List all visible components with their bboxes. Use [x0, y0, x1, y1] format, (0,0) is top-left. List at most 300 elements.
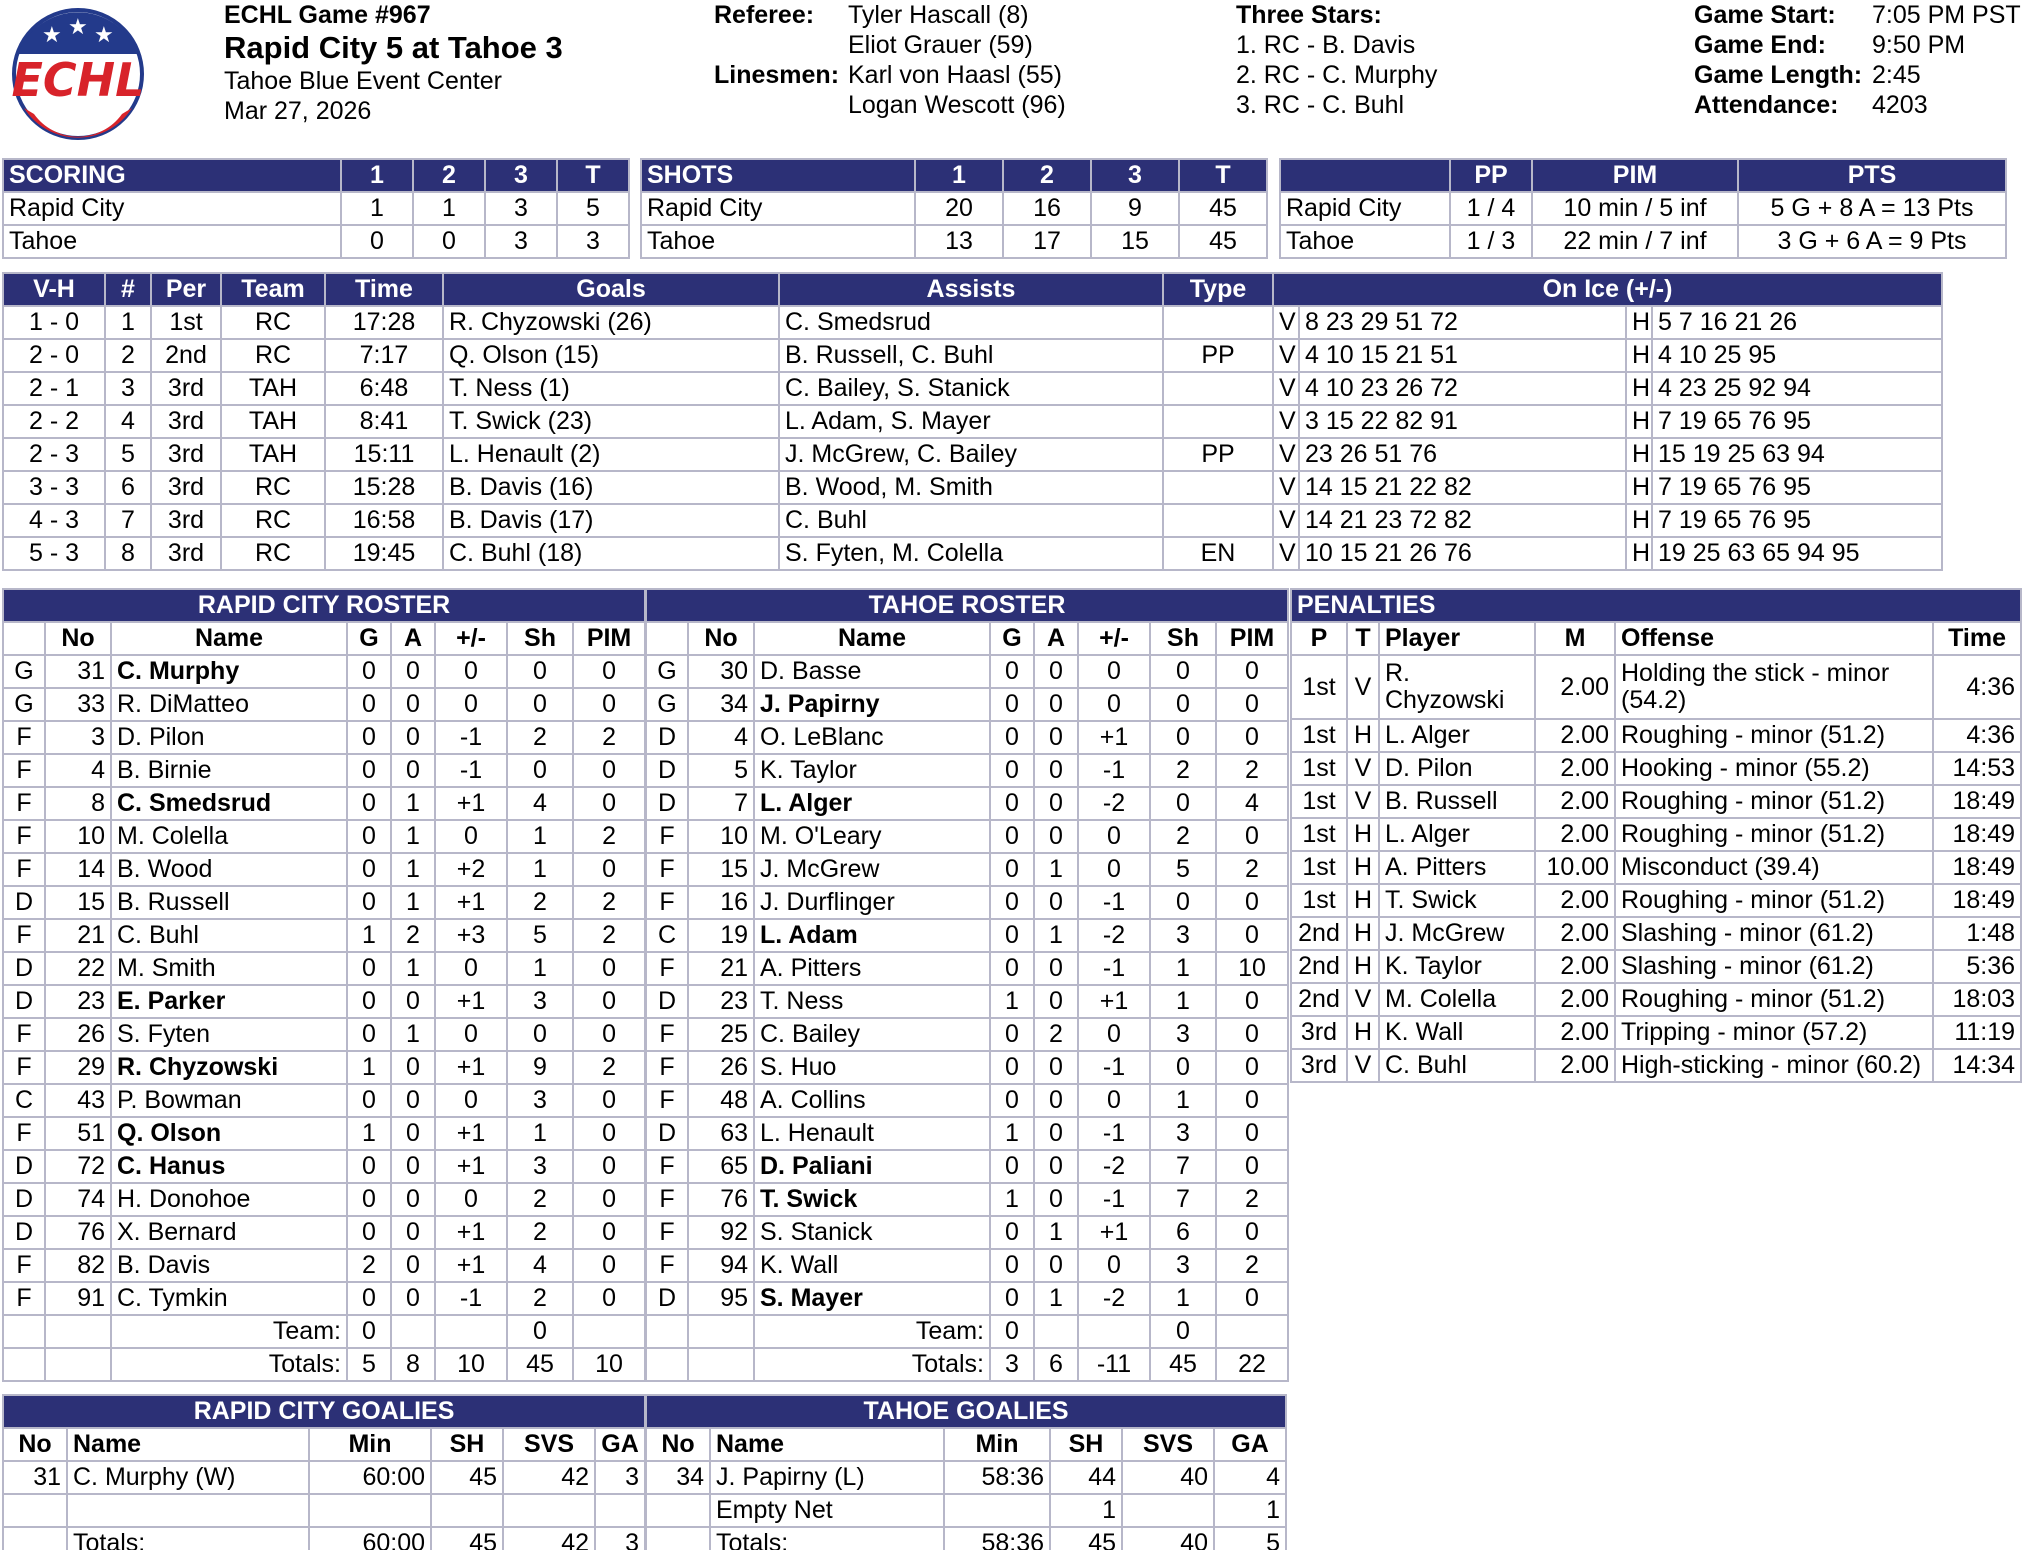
player-cell: D [646, 985, 688, 1018]
player-row [3, 952, 645, 985]
game-number: ECHL Game #967 [224, 1, 431, 29]
shots-col-header: SHOTS [641, 159, 915, 192]
tah_roster-col-header: Name [754, 622, 990, 655]
player-cell: 2 [1216, 1183, 1288, 1216]
player-cell: S. Mayer [754, 1282, 990, 1315]
table-row [641, 225, 1267, 258]
player-row [3, 1084, 645, 1117]
player-cell: T. Swick [754, 1183, 990, 1216]
player-cell: 2 [1150, 820, 1216, 853]
tah_roster-col-header: No [688, 622, 754, 655]
player-cell: 0 [391, 1249, 435, 1282]
goal-cell: RC [221, 504, 325, 537]
penalty-cell: 1st [1291, 884, 1347, 917]
penalty-row [1291, 752, 2021, 785]
player-cell: 82 [45, 1249, 111, 1282]
player-cell: C. Tymkin [111, 1282, 347, 1315]
player-cell: 30 [688, 655, 754, 688]
player-cell: 0 [1150, 787, 1216, 820]
penalty-cell: H [1347, 818, 1379, 851]
penalty-row [1291, 1016, 2021, 1049]
player-cell: 4 [507, 787, 573, 820]
player-row [646, 952, 1288, 985]
player-cell: 0 [573, 688, 645, 721]
player-cell: 0 [573, 1018, 645, 1051]
player-cell: 0 [1034, 1249, 1078, 1282]
player-cell: +1 [435, 1216, 507, 1249]
player-cell: 0 [435, 655, 507, 688]
scoring-cell: 0 [413, 225, 485, 258]
player-cell: 0 [347, 688, 391, 721]
player-cell: +2 [435, 853, 507, 886]
player-cell: F [3, 1282, 45, 1315]
goals-col-header: # [105, 273, 151, 306]
player-cell: 0 [1034, 1051, 1078, 1084]
pp-header-row [1280, 159, 2006, 192]
scoring-cell: 5 [557, 192, 629, 225]
goalie-cell [595, 1494, 645, 1527]
player-cell: 0 [435, 1183, 507, 1216]
penalty-cell: Holding the stick - minor (54.2) [1615, 655, 1933, 719]
player-cell: 0 [1078, 820, 1150, 853]
rc_roster-col-header: A [391, 622, 435, 655]
player-cell: J. McGrew [754, 853, 990, 886]
player-cell: 0 [1078, 655, 1150, 688]
player-cell: 1 [391, 952, 435, 985]
player-cell: 0 [990, 688, 1034, 721]
player-cell: 0 [1216, 1051, 1288, 1084]
goals-col-header: Goals [443, 273, 779, 306]
penalty-cell: 18:49 [1933, 785, 2021, 818]
goalie-cell: Empty Net [710, 1494, 944, 1527]
goal-cell: EN [1163, 537, 1273, 570]
goal-cell: 1 [105, 306, 151, 339]
goalie-cell [67, 1494, 309, 1527]
player-cell: 1 [1150, 985, 1216, 1018]
rc_roster-team-row [3, 1315, 645, 1348]
player-cell: A. Pitters [754, 952, 990, 985]
penalty-cell: 14:34 [1933, 1049, 2021, 1082]
player-cell: 1 [347, 1051, 391, 1084]
player-row [3, 1216, 645, 1249]
rc_goalies-totals-cell [3, 1527, 67, 1550]
player-cell: 0 [1216, 985, 1288, 1018]
penalty-cell: H [1347, 1016, 1379, 1049]
player-cell: F [646, 820, 688, 853]
player-row [3, 1117, 645, 1150]
player-cell: 3 [507, 1084, 573, 1117]
tah_goalies-header-row [646, 1428, 1286, 1461]
table-row [1280, 192, 2006, 225]
tah_goalies-col-header: Name [710, 1428, 944, 1461]
player-cell: 29 [45, 1051, 111, 1084]
rc_goalies-totals-cell: 42 [503, 1527, 595, 1550]
tah_goalies-totals-row [646, 1527, 1286, 1550]
tah_roster-totals-cell: Totals: [754, 1348, 990, 1381]
goalie-cell [309, 1494, 431, 1527]
goal-cell: 7 [105, 504, 151, 537]
scoring-cell: Tahoe [3, 225, 341, 258]
goal-cell: 3rd [151, 438, 221, 471]
goal-cell: 15 19 25 63 94 [1652, 438, 1942, 471]
player-cell: +1 [435, 985, 507, 1018]
player-row [3, 1183, 645, 1216]
player-cell: -1 [435, 754, 507, 787]
player-cell: 0 [1034, 886, 1078, 919]
player-cell: 0 [990, 754, 1034, 787]
player-cell: -1 [1078, 754, 1150, 787]
goals-col-header: V-H [3, 273, 105, 306]
goal-cell: 3rd [151, 504, 221, 537]
player-cell: 0 [990, 1249, 1034, 1282]
player-row [3, 787, 645, 820]
shots-table [640, 158, 1268, 259]
player-row [646, 886, 1288, 919]
goal-cell: 10 15 21 26 76 [1299, 537, 1626, 570]
player-cell: 0 [1034, 655, 1078, 688]
pp-table [1279, 158, 2007, 259]
rc_roster-team-cell: Team: [111, 1315, 347, 1348]
player-row [646, 1018, 1288, 1051]
player-cell: F [3, 1117, 45, 1150]
goal-cell: 19 25 63 65 94 95 [1652, 537, 1942, 570]
goal-cell: 23 26 51 76 [1299, 438, 1626, 471]
player-row [3, 853, 645, 886]
penalties-col-header: Time [1933, 622, 2021, 655]
player-row [646, 688, 1288, 721]
penalty-cell: 2.00 [1535, 818, 1615, 851]
penalty-cell: 2.00 [1535, 983, 1615, 1016]
player-row [3, 1018, 645, 1051]
rc_goalies-col-header: No [3, 1428, 67, 1461]
penalty-cell: V [1347, 785, 1379, 818]
player-cell: 1 [990, 1183, 1034, 1216]
player-cell: F [3, 1249, 45, 1282]
goal-cell: V [1273, 306, 1299, 339]
goal-row [3, 372, 1942, 405]
player-cell: 8 [45, 787, 111, 820]
player-cell: 0 [1034, 688, 1078, 721]
penalty-cell: 1st [1291, 719, 1347, 752]
goal-cell [1163, 306, 1273, 339]
player-cell: G [3, 688, 45, 721]
penalty-cell: H [1347, 719, 1379, 752]
player-cell: 0 [435, 952, 507, 985]
player-cell: P. Bowman [111, 1084, 347, 1117]
player-cell: 0 [391, 985, 435, 1018]
player-cell: 0 [347, 985, 391, 1018]
penalty-cell: L. Alger [1379, 719, 1535, 752]
player-row [646, 1150, 1288, 1183]
player-cell: 1 [1034, 853, 1078, 886]
player-cell: F [3, 754, 45, 787]
player-cell: -1 [1078, 886, 1150, 919]
goal-cell: L. Henault (2) [443, 438, 779, 471]
penalty-cell: B. Russell [1379, 785, 1535, 818]
player-cell: T. Ness [754, 985, 990, 1018]
player-cell: 7 [688, 787, 754, 820]
rc_goalies-title-row [3, 1395, 645, 1428]
player-cell: 0 [1034, 754, 1078, 787]
penalty-cell: Hooking - minor (55.2) [1615, 752, 1933, 785]
player-cell: 0 [573, 754, 645, 787]
player-cell: -2 [1078, 787, 1150, 820]
player-cell: D [646, 754, 688, 787]
player-cell: 0 [1034, 787, 1078, 820]
player-cell: -2 [1078, 1282, 1150, 1315]
player-cell: -1 [435, 721, 507, 754]
svg-text:★: ★ [94, 23, 114, 48]
rc_goalies-totals-row [3, 1527, 645, 1550]
player-cell: 2 [507, 1183, 573, 1216]
goal-row [3, 537, 1942, 570]
player-cell: 10 [688, 820, 754, 853]
player-row [646, 919, 1288, 952]
player-row [646, 820, 1288, 853]
player-cell: 0 [990, 787, 1034, 820]
player-cell: 0 [507, 655, 573, 688]
penalty-cell: 18:49 [1933, 818, 2021, 851]
player-cell: O. LeBlanc [754, 721, 990, 754]
goal-cell: V [1273, 438, 1299, 471]
svg-text:★: ★ [42, 23, 62, 48]
tah_goalies-col-header: Min [944, 1428, 1050, 1461]
tah_roster-header-row [646, 622, 1288, 655]
player-cell: E. Parker [111, 985, 347, 1018]
rc_roster-totals-cell: Totals: [111, 1348, 347, 1381]
tah_goalies-totals-cell: 40 [1122, 1527, 1214, 1550]
goalie-cell: 31 [3, 1461, 67, 1494]
player-cell: H. Donohoe [111, 1183, 347, 1216]
goal-cell: 4 - 3 [3, 504, 105, 537]
player-cell: 0 [1216, 919, 1288, 952]
tah_roster-totals-cell: 3 [990, 1348, 1034, 1381]
tah_roster-totals-cell: 22 [1216, 1348, 1288, 1381]
shots-cell: 17 [1003, 225, 1091, 258]
goal-cell: C. Buhl [779, 504, 1163, 537]
player-cell: 0 [1034, 820, 1078, 853]
rc_roster-totals-cell: 8 [391, 1348, 435, 1381]
player-cell: 2 [1150, 754, 1216, 787]
goal-cell: RC [221, 306, 325, 339]
player-cell: 72 [45, 1150, 111, 1183]
player-cell: 14 [45, 853, 111, 886]
goals-col-header: Per [151, 273, 221, 306]
player-cell: 1 [507, 1117, 573, 1150]
goal-cell: Q. Olson (15) [443, 339, 779, 372]
penalty-cell: 1st [1291, 851, 1347, 884]
player-cell: 0 [391, 1216, 435, 1249]
scoring-col-header: 1 [341, 159, 413, 192]
goal-cell: 3 - 3 [3, 471, 105, 504]
player-cell: L. Alger [754, 787, 990, 820]
goal-cell: 14 21 23 72 82 [1299, 504, 1626, 537]
player-cell: 0 [573, 1216, 645, 1249]
goal-cell: 7 19 65 76 95 [1652, 504, 1942, 537]
goal-cell: 2 - 0 [3, 339, 105, 372]
player-cell: 3 [507, 985, 573, 1018]
goalie-cell: 3 [595, 1461, 645, 1494]
goal-cell: 8 23 29 51 72 [1299, 306, 1626, 339]
goal-cell: 2nd [151, 339, 221, 372]
shots-cell: 20 [915, 192, 1003, 225]
player-cell: D [3, 1183, 45, 1216]
player-cell: B. Russell [111, 886, 347, 919]
player-cell: +1 [435, 1051, 507, 1084]
penalty-cell: V [1347, 655, 1379, 719]
player-cell: 1 [1034, 1216, 1078, 1249]
player-cell: F [646, 1051, 688, 1084]
player-cell: D [3, 952, 45, 985]
player-cell: 0 [1216, 721, 1288, 754]
referee-label: Referee: [714, 1, 815, 29]
goals-header-row [3, 273, 1942, 306]
player-cell: 0 [391, 688, 435, 721]
goal-cell: H [1626, 306, 1652, 339]
penalties-col-header: Offense [1615, 622, 1933, 655]
rc_roster-col-header: G [347, 622, 391, 655]
player-cell: 1 [1034, 919, 1078, 952]
penalty-cell: 2.00 [1535, 785, 1615, 818]
player-cell: -2 [1078, 919, 1150, 952]
shots-cell: 45 [1179, 192, 1267, 225]
penalty-cell: Roughing - minor (51.2) [1615, 884, 1933, 917]
player-cell: 19 [688, 919, 754, 952]
goals-col-header: Assists [779, 273, 1163, 306]
goal-row [3, 438, 1942, 471]
player-cell: D. Pilon [111, 721, 347, 754]
attendance-label: Attendance: [1694, 91, 1839, 119]
penalty-cell: V [1347, 752, 1379, 785]
goal-cell: J. McGrew, C. Bailey [779, 438, 1163, 471]
rc_roster-col-header: +/- [435, 622, 507, 655]
goalie-cell: J. Papirny (L) [710, 1461, 944, 1494]
penalty-cell: 10.00 [1535, 851, 1615, 884]
player-cell: J. Papirny [754, 688, 990, 721]
player-cell: S. Fyten [111, 1018, 347, 1051]
blank-cell [45, 1348, 111, 1381]
player-row [3, 1249, 645, 1282]
player-cell: 0 [507, 754, 573, 787]
penalty-cell: 1:48 [1933, 917, 2021, 950]
player-cell: R. Chyzowski [111, 1051, 347, 1084]
player-cell: 0 [347, 820, 391, 853]
player-cell: 0 [1216, 1117, 1288, 1150]
player-cell: 94 [688, 1249, 754, 1282]
player-cell: 26 [688, 1051, 754, 1084]
player-cell: 0 [990, 1018, 1034, 1051]
goal-cell: 19:45 [325, 537, 443, 570]
rc_goalies-table [2, 1394, 646, 1550]
player-cell: X. Bernard [111, 1216, 347, 1249]
penalty-cell: High-sticking - minor (60.2) [1615, 1049, 1933, 1082]
tah_goalies-totals-cell: 5 [1214, 1527, 1286, 1550]
player-cell: 0 [435, 1018, 507, 1051]
goal-cell: B. Russell, C. Buhl [779, 339, 1163, 372]
goal-cell: RC [221, 471, 325, 504]
goalie-cell: 40 [1122, 1461, 1214, 1494]
player-cell: F [646, 1018, 688, 1051]
player-row [646, 985, 1288, 1018]
tah_goalies-totals-cell: Totals: [710, 1527, 944, 1550]
player-cell: 0 [990, 1216, 1034, 1249]
player-cell: 95 [688, 1282, 754, 1315]
table-row [3, 225, 629, 258]
player-cell: K. Taylor [754, 754, 990, 787]
scoring-col-header: 3 [485, 159, 557, 192]
player-cell: M. O'Leary [754, 820, 990, 853]
player-cell: 2 [573, 820, 645, 853]
goal-cell: 15:28 [325, 471, 443, 504]
goal-cell: T. Swick (23) [443, 405, 779, 438]
rc_goalies-col-header: SH [431, 1428, 503, 1461]
tah_roster-col-header: A [1034, 622, 1078, 655]
game-length: 2:45 [1872, 61, 1921, 89]
player-row [646, 1084, 1288, 1117]
player-cell: 1 [391, 1018, 435, 1051]
player-cell: D [646, 1282, 688, 1315]
goalie-cell [3, 1494, 67, 1527]
penalty-row [1291, 917, 2021, 950]
player-cell: 0 [990, 1051, 1034, 1084]
goal-cell: 3 15 22 82 91 [1299, 405, 1626, 438]
blank-cell [646, 1315, 688, 1348]
player-cell: 1 [1150, 952, 1216, 985]
penalty-cell: 4:36 [1933, 719, 2021, 752]
player-cell: 0 [990, 655, 1034, 688]
tah_roster-col-header: PIM [1216, 622, 1288, 655]
penalty-cell: H [1347, 950, 1379, 983]
player-cell: D. Basse [754, 655, 990, 688]
rc_goalies-col-header: SVS [503, 1428, 595, 1461]
goal-cell: TAH [221, 438, 325, 471]
player-row [3, 688, 645, 721]
tah_roster-team-cell: 0 [1150, 1315, 1216, 1348]
tah_roster-col-header: Sh [1150, 622, 1216, 655]
player-cell: 25 [688, 1018, 754, 1051]
player-cell: 0 [1034, 985, 1078, 1018]
player-cell: 0 [347, 1018, 391, 1051]
svg-text:★: ★ [68, 15, 88, 40]
pp-col-header: PTS [1738, 159, 2006, 192]
player-cell: 2 [347, 1249, 391, 1282]
goal-cell: 5 - 3 [3, 537, 105, 570]
player-cell: 51 [45, 1117, 111, 1150]
player-cell: 0 [1150, 688, 1216, 721]
player-cell: 0 [1216, 1018, 1288, 1051]
penalty-cell: H [1347, 884, 1379, 917]
player-cell: 2 [1216, 754, 1288, 787]
rc_goalies-totals-cell: 3 [595, 1527, 645, 1550]
penalty-cell: 3rd [1291, 1049, 1347, 1082]
blank-cell [3, 1315, 45, 1348]
penalty-cell: H [1347, 851, 1379, 884]
player-cell: F [646, 1249, 688, 1282]
penalty-cell: 18:49 [1933, 884, 2021, 917]
player-cell: 31 [45, 655, 111, 688]
penalty-cell: 2.00 [1535, 1049, 1615, 1082]
rc_roster-team-cell [435, 1315, 507, 1348]
rc_roster-totals-row [3, 1348, 645, 1381]
penalty-cell: A. Pitters [1379, 851, 1535, 884]
rc_goalies-title: RAPID CITY GOALIES [3, 1395, 645, 1428]
blank-cell [688, 1315, 754, 1348]
goal-cell: C. Buhl (18) [443, 537, 779, 570]
player-cell: M. Colella [111, 820, 347, 853]
player-cell: 0 [1150, 721, 1216, 754]
player-cell: F [3, 853, 45, 886]
goal-cell [1163, 471, 1273, 504]
